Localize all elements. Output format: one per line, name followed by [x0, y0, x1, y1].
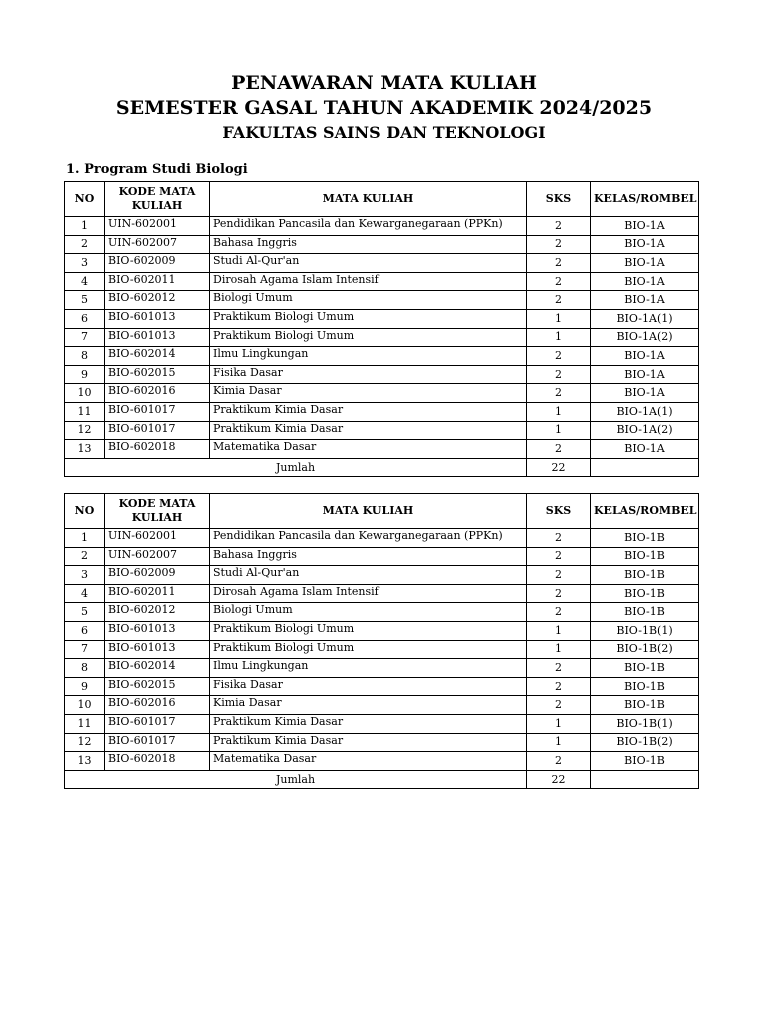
- cell-mata-kuliah: Praktikum Biologi Umum: [210, 640, 527, 659]
- cell-sks: 2: [527, 752, 591, 771]
- cell-mata-kuliah: Kimia Dasar: [210, 696, 527, 715]
- cell-sks: 1: [527, 402, 591, 421]
- cell-mata-kuliah: Praktikum Biologi Umum: [210, 328, 527, 347]
- cell-kode: BIO-602016: [105, 696, 210, 715]
- cell-kode: UIN-602001: [105, 529, 210, 548]
- table-row: [65, 529, 699, 548]
- cell-no: 5: [65, 291, 105, 310]
- cell-no: 3: [65, 254, 105, 273]
- cell-kelas: BIO-1B: [591, 752, 699, 771]
- cell-sks: 2: [527, 254, 591, 273]
- cell-sks: 2: [527, 365, 591, 384]
- cell-kelas: BIO-1A: [591, 291, 699, 310]
- cell-kelas: BIO-1A(2): [591, 328, 699, 347]
- cell-kode: BIO-601017: [105, 402, 210, 421]
- cell-kode: BIO-601017: [105, 714, 210, 733]
- cell-no: 6: [65, 309, 105, 328]
- cell-kode: BIO-601013: [105, 328, 210, 347]
- header-mata-kuliah: MATA KULIAH: [210, 182, 527, 217]
- table-row: [65, 421, 699, 440]
- cell-kode: BIO-602009: [105, 254, 210, 273]
- cell-mata-kuliah: Dirosah Agama Islam Intensif: [210, 584, 527, 603]
- table-row: [65, 217, 699, 236]
- total-kelas-empty: [591, 770, 699, 789]
- table-row: [65, 640, 699, 659]
- cell-kelas: BIO-1A: [591, 217, 699, 236]
- cell-no: 12: [65, 421, 105, 440]
- header-kode: KODE MATA KULIAH: [105, 182, 210, 217]
- table-row: [65, 752, 699, 771]
- cell-kode: BIO-602009: [105, 566, 210, 585]
- cell-no: 6: [65, 621, 105, 640]
- cell-kelas: BIO-1A(1): [591, 309, 699, 328]
- cell-no: 4: [65, 272, 105, 291]
- cell-kelas: BIO-1A: [591, 235, 699, 254]
- cell-kode: UIN-602007: [105, 547, 210, 566]
- cell-kelas: BIO-1B: [591, 584, 699, 603]
- cell-kode: BIO-602015: [105, 365, 210, 384]
- cell-mata-kuliah: Bahasa Inggris: [210, 235, 527, 254]
- cell-sks: 2: [527, 235, 591, 254]
- table-row: [65, 384, 699, 403]
- cell-sks: 1: [527, 309, 591, 328]
- cell-kode: BIO-601013: [105, 309, 210, 328]
- cell-kelas: BIO-1A: [591, 440, 699, 459]
- table-row: [65, 659, 699, 678]
- cell-sks: 1: [527, 640, 591, 659]
- total-row: [65, 458, 699, 477]
- total-label: Jumlah: [65, 770, 527, 789]
- table-row: [65, 584, 699, 603]
- cell-mata-kuliah: Praktikum Kimia Dasar: [210, 733, 527, 752]
- cell-no: 9: [65, 365, 105, 384]
- cell-no: 9: [65, 677, 105, 696]
- cell-mata-kuliah: Praktikum Biologi Umum: [210, 309, 527, 328]
- cell-kode: BIO-601013: [105, 640, 210, 659]
- cell-mata-kuliah: Dirosah Agama Islam Intensif: [210, 272, 527, 291]
- cell-kelas: BIO-1B(1): [591, 621, 699, 640]
- cell-mata-kuliah: Biologi Umum: [210, 603, 527, 622]
- table-row: [65, 440, 699, 459]
- cell-sks: 2: [527, 603, 591, 622]
- cell-mata-kuliah: Praktikum Kimia Dasar: [210, 402, 527, 421]
- cell-kelas: BIO-1A(1): [591, 402, 699, 421]
- table-row: [65, 696, 699, 715]
- cell-mata-kuliah: Studi Al-Qur'an: [210, 254, 527, 273]
- table-row: [65, 677, 699, 696]
- cell-kode: BIO-602014: [105, 659, 210, 678]
- header-mata-kuliah: MATA KULIAH: [210, 494, 527, 529]
- cell-kelas: BIO-1B(1): [591, 714, 699, 733]
- section-heading: 1. Program Studi Biologi: [66, 162, 248, 177]
- cell-mata-kuliah: Kimia Dasar: [210, 384, 527, 403]
- cell-kode: BIO-602012: [105, 603, 210, 622]
- cell-kelas: BIO-1B: [591, 677, 699, 696]
- cell-sks: 2: [527, 291, 591, 310]
- table-row: [65, 714, 699, 733]
- cell-mata-kuliah: Pendidikan Pancasila dan Kewarganegaraan (PPKn): [210, 529, 527, 548]
- cell-kode: BIO-602018: [105, 752, 210, 771]
- course-table-bio-1b: [64, 493, 699, 789]
- cell-sks: 2: [527, 440, 591, 459]
- cell-mata-kuliah: Fisika Dasar: [210, 365, 527, 384]
- header-kelas: KELAS/ROMBEL: [591, 494, 699, 529]
- cell-mata-kuliah: Fisika Dasar: [210, 677, 527, 696]
- cell-mata-kuliah: Matematika Dasar: [210, 752, 527, 771]
- header-sks: SKS: [527, 494, 591, 529]
- cell-sks: 1: [527, 328, 591, 347]
- cell-sks: 2: [527, 547, 591, 566]
- cell-kelas: BIO-1B: [591, 659, 699, 678]
- cell-no: 1: [65, 217, 105, 236]
- cell-mata-kuliah: Matematika Dasar: [210, 440, 527, 459]
- total-sks: 22: [527, 458, 591, 477]
- cell-sks: 2: [527, 677, 591, 696]
- cell-kelas: BIO-1B: [591, 696, 699, 715]
- cell-sks: 2: [527, 347, 591, 366]
- table-row: [65, 603, 699, 622]
- cell-no: 8: [65, 347, 105, 366]
- header-kode: KODE MATA KULIAH: [105, 494, 210, 529]
- cell-no: 11: [65, 714, 105, 733]
- cell-no: 2: [65, 547, 105, 566]
- cell-no: 12: [65, 733, 105, 752]
- cell-no: 11: [65, 402, 105, 421]
- table-row: [65, 272, 699, 291]
- cell-kelas: BIO-1A: [591, 347, 699, 366]
- cell-sks: 2: [527, 584, 591, 603]
- cell-kelas: BIO-1B(2): [591, 640, 699, 659]
- cell-kode: BIO-602016: [105, 384, 210, 403]
- table-header-row: [65, 494, 699, 529]
- course-table-bio-1a: [64, 181, 699, 477]
- table-row: [65, 291, 699, 310]
- cell-kode: BIO-601017: [105, 421, 210, 440]
- table-row: [65, 733, 699, 752]
- cell-kode: BIO-601017: [105, 733, 210, 752]
- cell-no: 7: [65, 328, 105, 347]
- total-kelas-empty: [591, 458, 699, 477]
- cell-mata-kuliah: Praktikum Biologi Umum: [210, 621, 527, 640]
- cell-sks: 2: [527, 384, 591, 403]
- faculty-title: FAKULTAS SAINS DAN TEKNOLOGI: [222, 123, 546, 142]
- cell-kelas: BIO-1A(2): [591, 421, 699, 440]
- cell-no: 2: [65, 235, 105, 254]
- cell-no: 10: [65, 696, 105, 715]
- cell-kelas: BIO-1B: [591, 566, 699, 585]
- cell-no: 8: [65, 659, 105, 678]
- cell-kelas: BIO-1B: [591, 603, 699, 622]
- cell-kode: UIN-602007: [105, 235, 210, 254]
- cell-mata-kuliah: Praktikum Kimia Dasar: [210, 714, 527, 733]
- cell-kelas: BIO-1A: [591, 365, 699, 384]
- cell-no: 1: [65, 529, 105, 548]
- cell-kelas: BIO-1A: [591, 384, 699, 403]
- cell-kode: BIO-602018: [105, 440, 210, 459]
- cell-sks: 2: [527, 566, 591, 585]
- cell-kelas: BIO-1A: [591, 272, 699, 291]
- table-row: [65, 347, 699, 366]
- table-row: [65, 365, 699, 384]
- header-no: NO: [65, 182, 105, 217]
- table-row: [65, 547, 699, 566]
- table-row: [65, 309, 699, 328]
- cell-sks: 1: [527, 421, 591, 440]
- cell-sks: 2: [527, 529, 591, 548]
- cell-no: 3: [65, 566, 105, 585]
- table-row: [65, 402, 699, 421]
- cell-sks: 1: [527, 714, 591, 733]
- cell-kelas: BIO-1B: [591, 529, 699, 548]
- cell-no: 5: [65, 603, 105, 622]
- cell-mata-kuliah: Pendidikan Pancasila dan Kewarganegaraan (PPKn): [210, 217, 527, 236]
- cell-kode: BIO-602014: [105, 347, 210, 366]
- cell-no: 7: [65, 640, 105, 659]
- table-row: [65, 328, 699, 347]
- document-title: PENAWARAN MATA KULIAH: [231, 72, 537, 94]
- table-header-row: [65, 182, 699, 217]
- cell-mata-kuliah: Praktikum Kimia Dasar: [210, 421, 527, 440]
- cell-mata-kuliah: Studi Al-Qur'an: [210, 566, 527, 585]
- total-row: [65, 770, 699, 789]
- cell-sks: 2: [527, 696, 591, 715]
- cell-mata-kuliah: Ilmu Lingkungan: [210, 347, 527, 366]
- cell-mata-kuliah: Biologi Umum: [210, 291, 527, 310]
- cell-mata-kuliah: Bahasa Inggris: [210, 547, 527, 566]
- cell-no: 13: [65, 752, 105, 771]
- header-sks: SKS: [527, 182, 591, 217]
- table-row: [65, 254, 699, 273]
- cell-kode: BIO-602015: [105, 677, 210, 696]
- table-row: [65, 235, 699, 254]
- header-kelas: KELAS/ROMBEL: [591, 182, 699, 217]
- header-no: NO: [65, 494, 105, 529]
- cell-kode: BIO-601013: [105, 621, 210, 640]
- cell-kelas: BIO-1B: [591, 547, 699, 566]
- cell-no: 4: [65, 584, 105, 603]
- cell-sks: 2: [527, 272, 591, 291]
- cell-sks: 2: [527, 217, 591, 236]
- table-row: [65, 621, 699, 640]
- cell-sks: 1: [527, 621, 591, 640]
- cell-no: 10: [65, 384, 105, 403]
- total-label: Jumlah: [65, 458, 527, 477]
- cell-kode: BIO-602011: [105, 272, 210, 291]
- cell-kelas: BIO-1B(2): [591, 733, 699, 752]
- cell-sks: 2: [527, 659, 591, 678]
- cell-kelas: BIO-1A: [591, 254, 699, 273]
- cell-sks: 1: [527, 733, 591, 752]
- cell-kode: BIO-602011: [105, 584, 210, 603]
- total-sks: 22: [527, 770, 591, 789]
- cell-kode: BIO-602012: [105, 291, 210, 310]
- cell-kode: UIN-602001: [105, 217, 210, 236]
- cell-no: 13: [65, 440, 105, 459]
- cell-mata-kuliah: Ilmu Lingkungan: [210, 659, 527, 678]
- table-row: [65, 566, 699, 585]
- document-subtitle: SEMESTER GASAL TAHUN AKADEMIK 2024/2025: [115, 97, 653, 119]
